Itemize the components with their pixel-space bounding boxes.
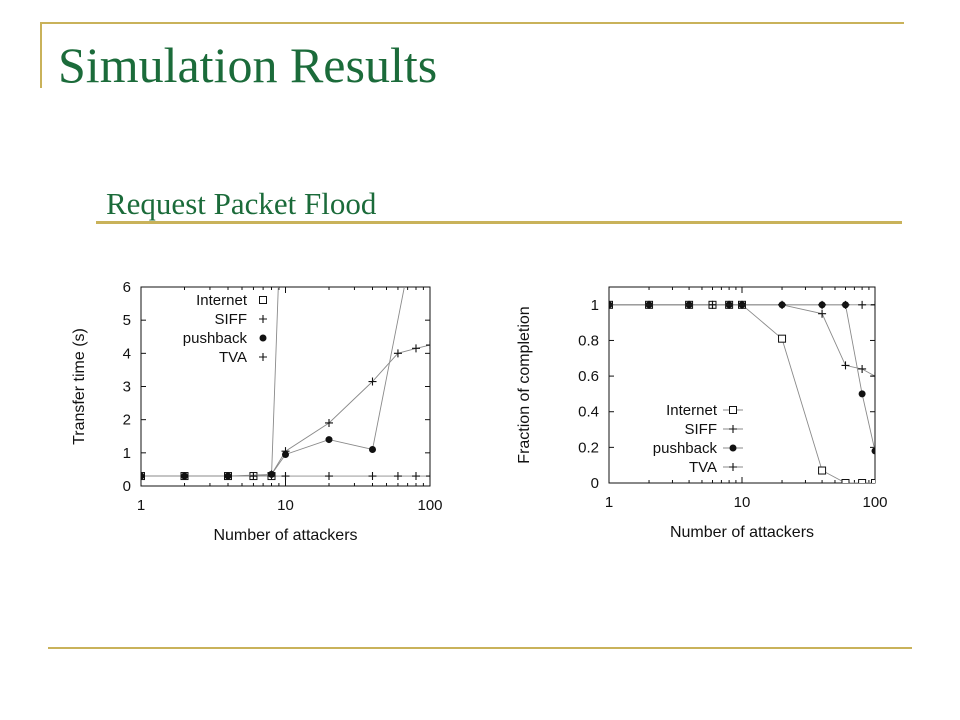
data-point-tva <box>426 472 434 480</box>
data-point-tva <box>412 472 420 480</box>
legend-label-tva: TVA <box>688 459 717 476</box>
data-point-internet <box>819 467 826 474</box>
data-point-pushback <box>325 436 332 443</box>
y-tick-label: 5 <box>122 312 131 330</box>
legend-marker-tva <box>729 463 737 471</box>
y-tick-label: 0 <box>122 478 131 495</box>
y-tick-label: 3 <box>122 378 131 396</box>
data-point-siff <box>426 341 434 349</box>
y-axis-label: Transfer time (s) <box>71 328 88 445</box>
series-siff <box>605 301 879 380</box>
legend-marker-internet <box>260 297 267 304</box>
y-tick-label: 0 <box>590 475 599 492</box>
x-tick-label: 10 <box>733 494 751 511</box>
data-point-tva <box>818 301 826 309</box>
data-point-internet <box>872 480 879 487</box>
series-line-pushback <box>141 270 408 476</box>
y-tick-label: 4 <box>122 345 131 363</box>
x-axis-label: Number of attackers <box>669 524 815 541</box>
x-tick-label: 10 <box>277 497 294 514</box>
legend-marker-tva <box>259 353 267 361</box>
slide-subtitle: Request Packet Flood <box>106 186 377 221</box>
y-tick-label: 6 <box>122 279 131 296</box>
data-point-siff <box>412 344 420 352</box>
legend-label-internet: Internet <box>196 292 247 309</box>
data-point-tva <box>841 301 849 309</box>
legend-marker-siff <box>259 315 267 323</box>
y-axis-label: Fraction of completion <box>516 306 533 464</box>
data-point-tva <box>871 301 879 309</box>
data-point-tva <box>368 472 376 480</box>
legend-marker-pushback <box>260 335 267 342</box>
legend-marker-pushback <box>730 445 737 452</box>
legend-label-siff: SIFF <box>214 311 247 328</box>
x-axis-label: Number of attackers <box>213 527 358 544</box>
data-point-pushback <box>282 451 289 458</box>
data-point-siff <box>858 365 866 373</box>
data-point-tva <box>325 472 333 480</box>
subtitle-rule <box>96 221 902 224</box>
data-point-siff <box>871 372 879 380</box>
data-point-siff <box>818 310 826 318</box>
y-tick-label: 1 <box>122 444 131 462</box>
data-point-siff <box>841 361 849 369</box>
legend <box>653 402 743 476</box>
series-line-internet <box>609 305 875 483</box>
legend-label-pushback: pushback <box>652 440 717 457</box>
data-point-pushback <box>859 390 866 397</box>
x-tick-label: 1 <box>136 497 146 514</box>
data-point-internet <box>859 480 866 487</box>
data-point-internet <box>842 480 849 487</box>
legend <box>183 292 267 366</box>
x-tick-label: 100 <box>417 497 443 514</box>
x-tick-label: 1 <box>604 494 614 511</box>
y-tick-label: 0.8 <box>578 332 599 350</box>
legend-marker-siff <box>729 425 737 433</box>
legend-label-tva: TVA <box>218 349 247 366</box>
series-pushback <box>606 301 879 454</box>
y-tick-label: 0.6 <box>578 368 599 386</box>
plot-frame <box>609 287 875 483</box>
transfer-time-chart <box>60 270 460 560</box>
legend-label-pushback: pushback <box>182 330 247 347</box>
y-tick-label: 0.4 <box>578 403 599 421</box>
data-point-internet <box>779 335 786 342</box>
x-tick-label: 100 <box>862 494 888 511</box>
y-tick-label: 1 <box>590 296 599 314</box>
legend-marker-internet <box>730 407 737 414</box>
data-point-tva <box>282 472 290 480</box>
data-point-tva <box>858 301 866 309</box>
slide-title: Simulation Results <box>58 37 438 93</box>
series-internet <box>606 301 879 486</box>
data-point-pushback <box>872 447 879 454</box>
frame-left-rule <box>40 22 42 88</box>
y-tick-label: 0.2 <box>578 439 599 457</box>
frame-top-rule <box>40 22 904 24</box>
legend-label-siff: SIFF <box>684 421 717 438</box>
y-tick-label: 2 <box>122 411 131 429</box>
data-point-tva <box>778 301 786 309</box>
bottom-rule <box>48 647 912 649</box>
completion-fraction-chart <box>505 270 915 560</box>
data-point-pushback <box>369 446 376 453</box>
series-line-siff <box>609 305 875 376</box>
data-point-tva <box>394 472 402 480</box>
legend-label-internet: Internet <box>666 402 717 419</box>
